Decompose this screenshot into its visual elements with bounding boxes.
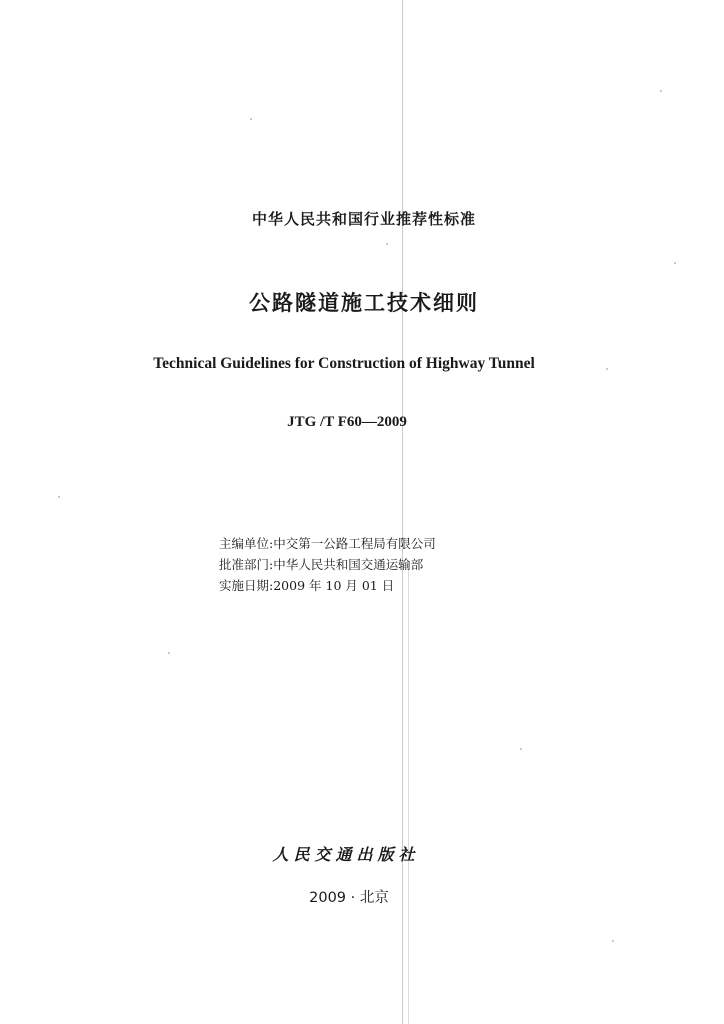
info-separator: : (269, 578, 274, 593)
standard-code: JTG /T F60—2009 (287, 414, 407, 430)
info-row-effective-date (219, 575, 436, 596)
publication-imprint: 2009 · 北京 (309, 890, 389, 906)
info-value: 中华人民共和国交通运输部 (273, 557, 424, 572)
scan-speck (386, 243, 388, 245)
info-value: 2009 年 10 月 01 日 (273, 578, 395, 593)
scan-speck (660, 90, 662, 92)
publisher-name: 人民交通出版社 (272, 845, 420, 864)
scan-speck (58, 496, 60, 498)
scan-speck (520, 748, 522, 750)
info-block (219, 533, 436, 596)
info-separator: : (269, 557, 274, 572)
scan-speck (612, 940, 614, 942)
standard-series-line: 中华人民共和国行业推荐性标准 (251, 210, 476, 228)
info-label: 批准部门 (219, 557, 270, 572)
scan-crease-line (402, 0, 403, 1024)
document-title-chinese: 公路隧道施工技术细则 (249, 291, 479, 315)
scan-speck (250, 118, 252, 120)
info-row-editor (219, 533, 436, 554)
scan-speck (168, 652, 170, 654)
scan-speck (674, 262, 676, 264)
info-row-approver (219, 554, 436, 575)
document-title-english: Technical Guidelines for Construction of Highway Tunnel (153, 355, 535, 372)
info-label: 实施日期 (219, 578, 270, 593)
info-value: 中交第一公路工程局有限公司 (273, 536, 436, 551)
scan-crease-line-offset (408, 560, 409, 1024)
info-separator: : (269, 536, 274, 551)
info-label: 主编单位 (219, 536, 270, 551)
